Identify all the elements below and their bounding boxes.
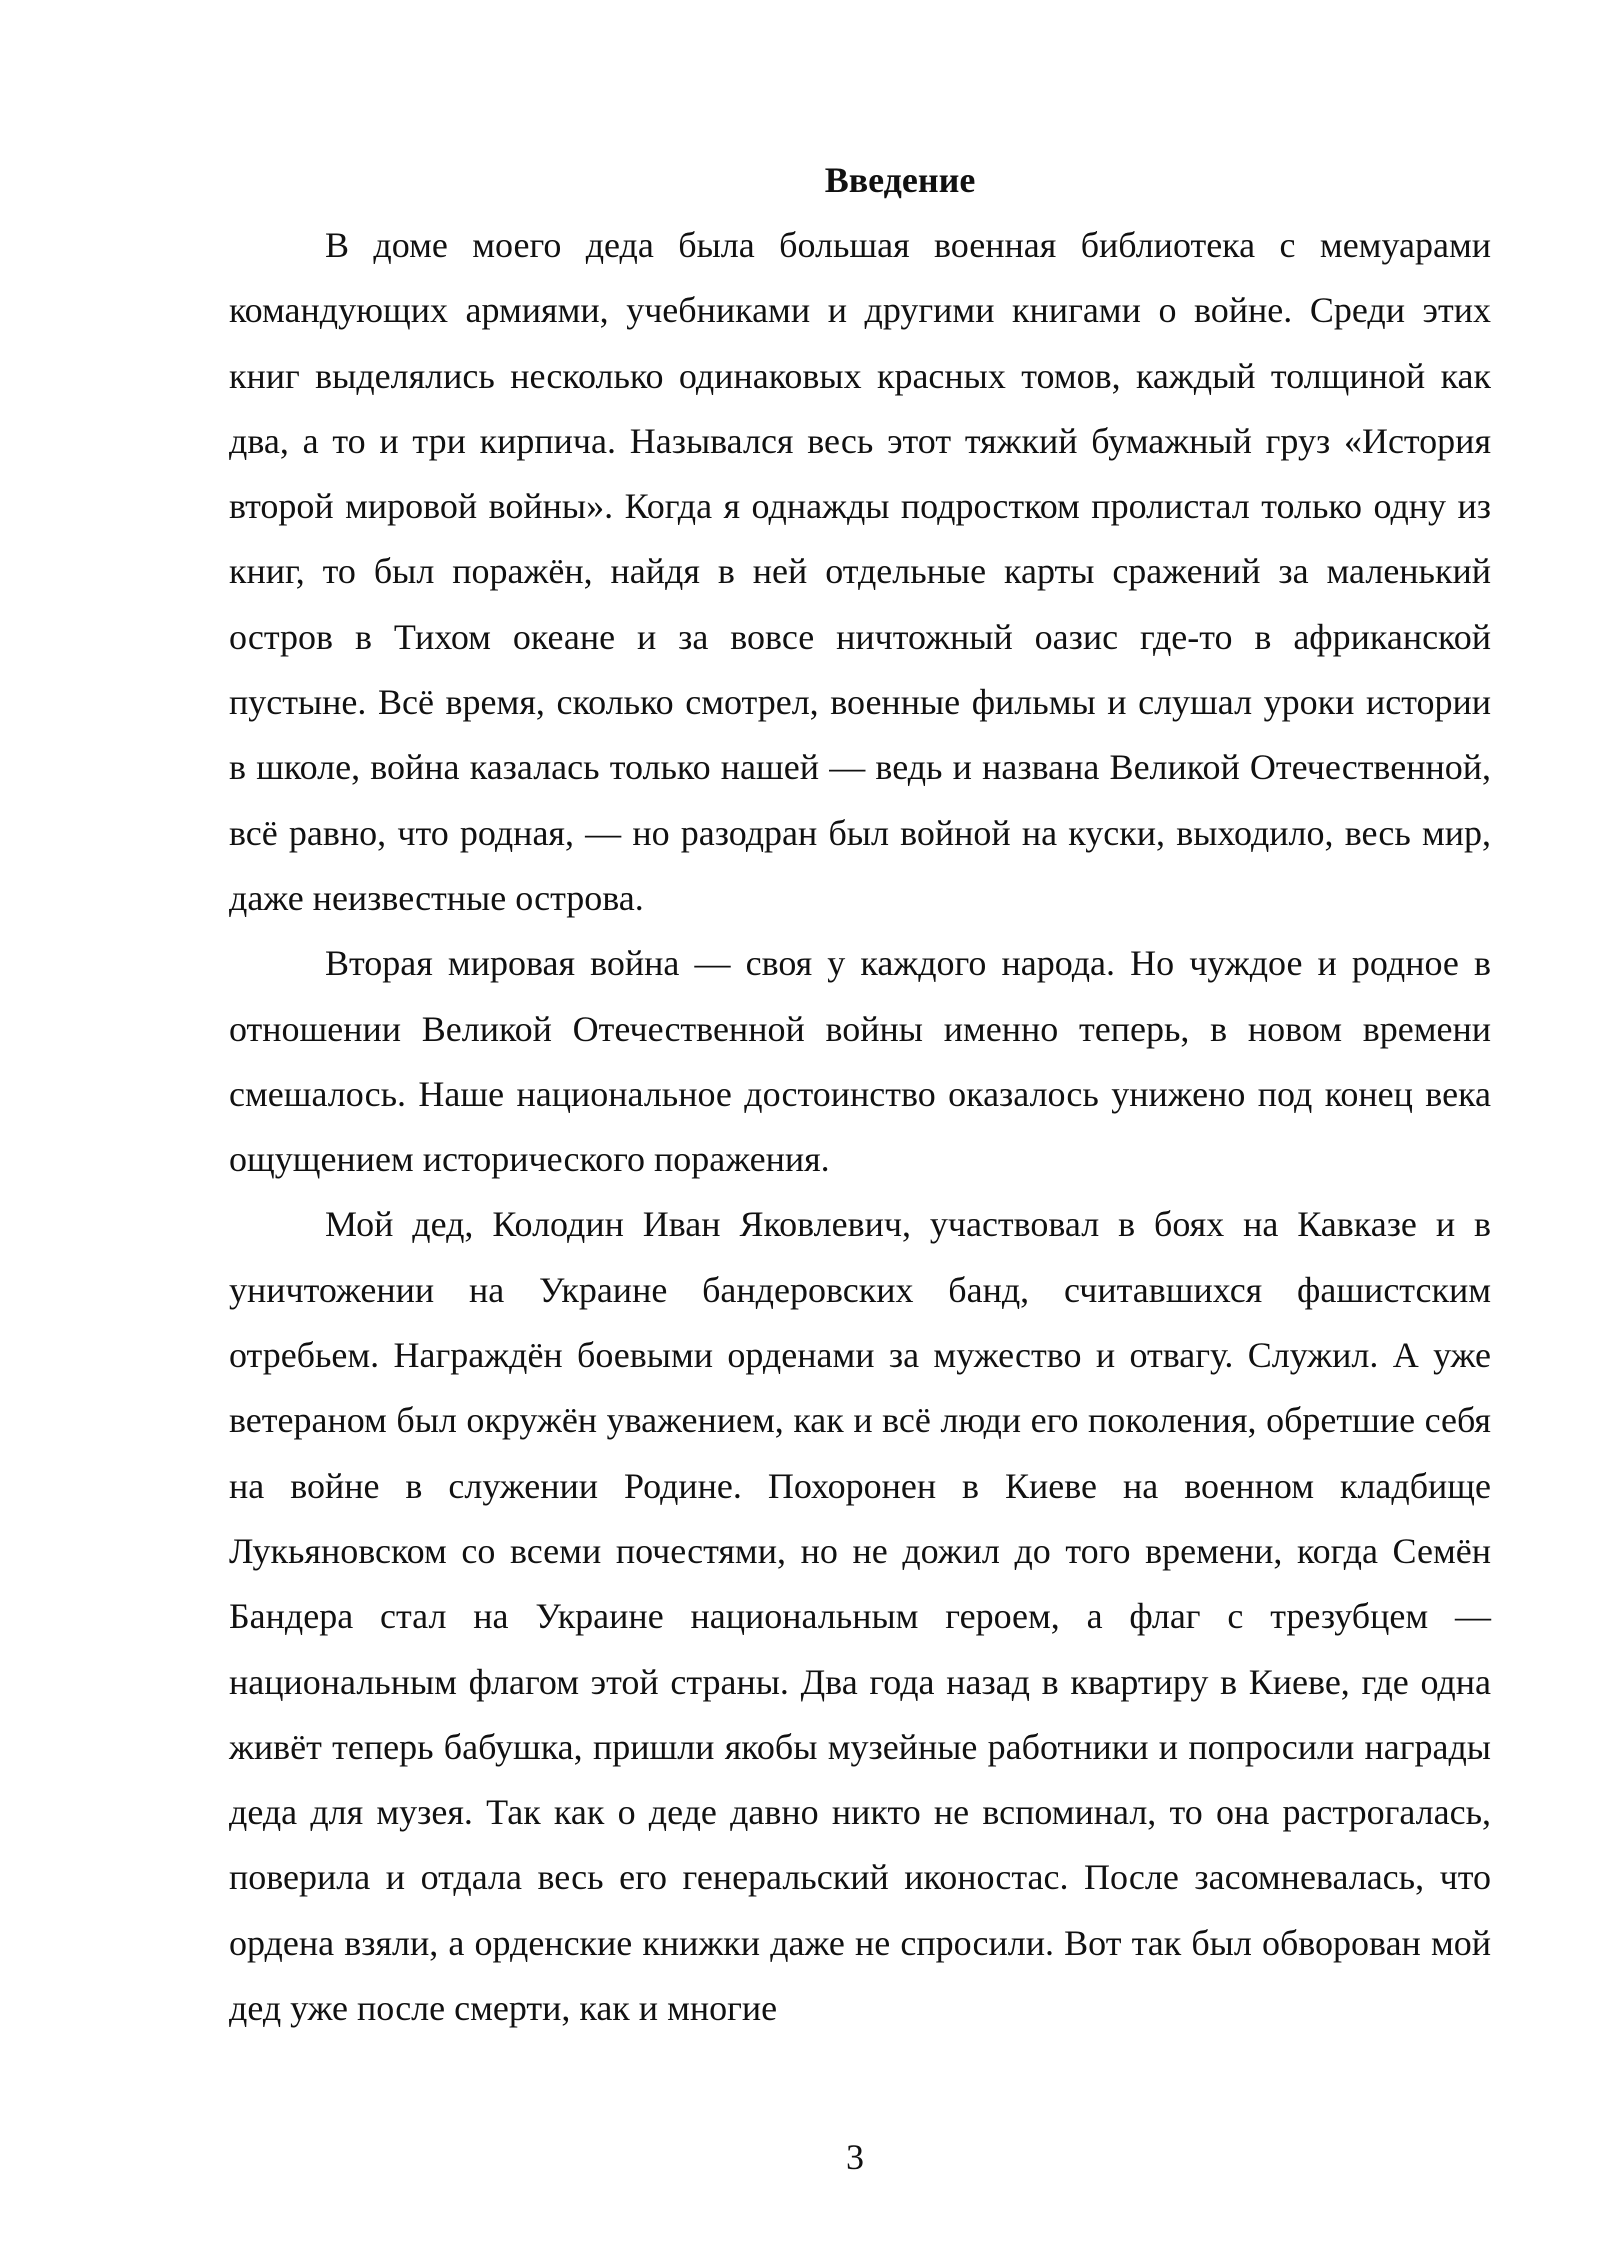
paragraph-world-war: Вторая мировая война — своя у каждого народа. Но чуждое и родное в отношении Великой Отечественной войны именно теперь, в новом времени смешалось. Наше национальное достоинство оказалось унижено под конец века ощущением исторического поражения. (229, 943, 1491, 1180)
paragraph-grandfather: Мой дед, Колодин Иван Яковлевич, участвовал в боях на Кавказе и в уничтожении на Украине бандеровских банд, считавшихся фашистским отребьем. Награждён боевыми орденами за мужество и отвагу. Служил. А уже ветераном был окружён уважением, как и всё люди его поколения, обретшие себя на войне в служении Родине. Похоронен в Киеве на военном кладбище Лукьяновском со всеми почестями, но не дожил до того времени, когда Семён Бандера стал на Украине национальным героем, а флаг с трезубцем — национальным флагом этой страны. Два года назад в квартиру в Киеве, где одна живёт теперь бабушка, пришли якобы музейные работники и попросили награды деда для музея. Так как о деде давно никто не вспоминал, то она растрогалась, поверила и отдала весь его генеральский иконостас. После засомневалась, что ордена взяли, а орденские книжки даже не спросили. Вот так был обворован мой дед уже после смерти, как и многие (229, 1204, 1491, 2029)
paragraph-library: В доме моего деда была большая военная библиотека с мемуарами командующих армиями, учебниками и другими книгами о войне. Среди этих книг выделялись несколько одинаковых красных томов, каждый толщиной как два, а то и три кирпича. Назывался весь этот тяжкий бумажный груз «История второй мировой войны». Когда я однажды подростком пролистал только одну из книг, то был поражён, найдя в ней отдельные карты сражений за маленький остров в Тихом океане и за вовсе ничтожный оазис где-то в африканской пустыне. Всё время, сколько смотрел, военные фильмы и слушал уроки истории в школе, война казалась только нашей — ведь и названа Великой Отечественной, всё равно, что родная, — но разодран был войной на куски, выходило, весь мир, даже неизвестные острова. (229, 225, 1491, 918)
section-title: Введение (824, 160, 976, 200)
page-number: 3 (846, 2137, 864, 2177)
page-content (229, 148, 1491, 2041)
